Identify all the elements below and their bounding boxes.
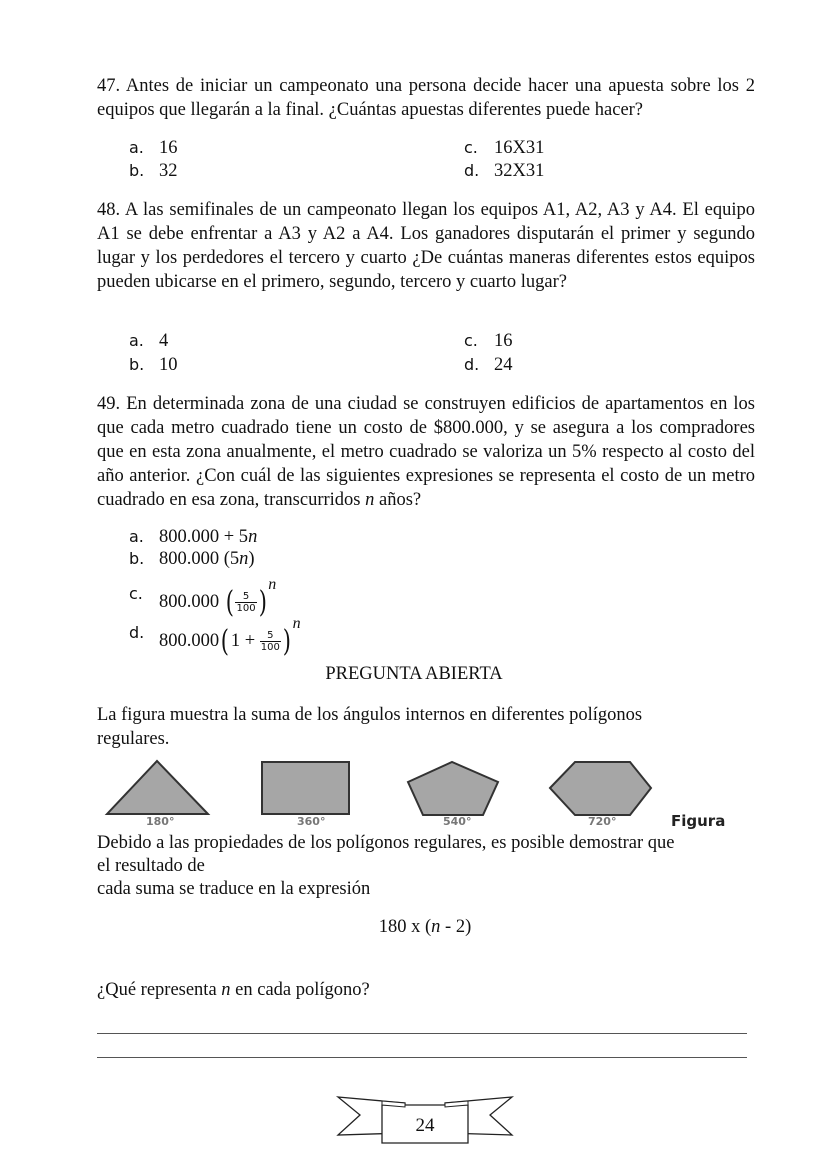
triangle-angle-label: 180°	[146, 815, 175, 828]
q47-option-c[interactable]	[464, 137, 544, 159]
hexagon-icon	[550, 762, 651, 815]
fraction: $\frac{5}{100}$	[236, 591, 256, 615]
question-48-text: 48. A las semifinales de un campeonato llegan los equipos A1, A2, A3 y A4. El equipo A1 se debe enfrentar a A3 y A2 a A4. Los ganadores disputarán el primer y segundo lugar y los perdedores el tercero y cuarto ¿De cuántas maneras diferentes estos equipos pueden ubicarse en el primero, segundo, tercero y cuarto lugar?	[97, 200, 755, 292]
answer-line-1[interactable]	[97, 1033, 747, 1034]
option-label: b.	[129, 355, 145, 374]
triangle-icon	[107, 761, 208, 814]
option-value: 16	[494, 331, 513, 351]
answer-line-2[interactable]	[97, 1057, 747, 1058]
option-value: 800.000 + 5n	[159, 527, 258, 547]
option-value: 10	[159, 355, 178, 375]
q47-option-d[interactable]	[464, 160, 544, 182]
section-heading: PREGUNTA ABIERTA	[325, 664, 503, 684]
option-value: 16X31	[494, 138, 545, 158]
option-value: 32X31	[494, 161, 545, 181]
q47-option-b[interactable]	[129, 160, 178, 182]
option-label: b.	[129, 161, 145, 180]
formula: 180 x (n - 2)	[378, 917, 472, 937]
option-label: a.	[129, 138, 144, 157]
option-label: d.	[464, 355, 480, 374]
option-value: 800.000 (5n)	[159, 549, 255, 569]
q49-option-c[interactable]	[129, 574, 277, 620]
q49-option-a[interactable]	[129, 526, 257, 548]
option-value: 32	[159, 161, 178, 181]
option-value: 16	[159, 138, 178, 158]
question-49-text	[97, 392, 755, 512]
option-label: d.	[464, 161, 480, 180]
rectangle-icon	[262, 762, 349, 814]
explanation-line: cada suma se traduce en la expresión	[97, 879, 371, 899]
option-label: c.	[464, 331, 478, 350]
rectangle-angle-label: 360°	[297, 815, 326, 828]
q48-option-b[interactable]	[129, 354, 178, 376]
explanation-line: el resultado de	[97, 856, 205, 876]
option-label: c.	[129, 584, 143, 604]
hexagon-angle-label: 720°	[588, 815, 617, 828]
q49-option-b[interactable]	[129, 548, 255, 570]
q48-option-c[interactable]	[464, 330, 513, 352]
page-number-ribbon	[330, 1093, 520, 1153]
q49-option-d[interactable]	[129, 613, 301, 659]
q49-text-part: años?	[374, 490, 422, 510]
option-value: 800.000 ( $\frac{5}{100}$ )n	[159, 576, 277, 620]
option-label: b.	[129, 549, 145, 568]
option-label: d.	[129, 623, 145, 643]
explanation-text	[97, 832, 777, 901]
option-label: c.	[464, 138, 478, 157]
pentagon-angle-label: 540°	[443, 815, 472, 828]
figure-intro-text: La figura muestra la suma de los ángulos internos en diferentes polígonos regulares.	[97, 705, 643, 749]
figure-caption: Figura	[671, 812, 726, 830]
explanation-line: Debido a las propiedades de los polígonos regulares, es posible demostrar que	[97, 833, 675, 853]
option-value: 800.000(1 + $\frac{5}{100}$ )n	[159, 615, 301, 659]
page-number: 24	[415, 1115, 435, 1136]
q48-option-a[interactable]	[129, 330, 168, 352]
option-label: a.	[129, 331, 144, 350]
q47-option-a[interactable]	[129, 137, 178, 159]
question-47-text: 47. Antes de iniciar un campeonato una persona decide hacer una apuesta sobre los 2 equipos que llegarán a la final. ¿Cuántas apuestas diferentes puede hacer?	[97, 76, 755, 120]
pentagon-icon	[408, 762, 498, 815]
option-label: a.	[129, 527, 144, 546]
option-value: 4	[159, 331, 169, 351]
q49-variable-n: n	[365, 490, 375, 510]
q48-option-d[interactable]	[464, 354, 513, 376]
option-value: 24	[494, 355, 513, 375]
fraction: $\frac{5}{100}$	[260, 630, 280, 654]
open-question-prompt: ¿Qué representa n en cada polígono?	[97, 980, 370, 1000]
q49-text-part: 49. En determinada zona de una ciudad se construyen edificios de apartamentos en los que cada metro cuadrado tiene un costo de $800.000, y se asegura a los compradores que en esta zona anualmente, el metro cuadrado se valoriza un 5% respecto al costo del año anterior. ¿Con cuál de las siguientes expresiones se representa el costo de un metro cuadrado en esa zona, transcurridos	[97, 394, 755, 510]
